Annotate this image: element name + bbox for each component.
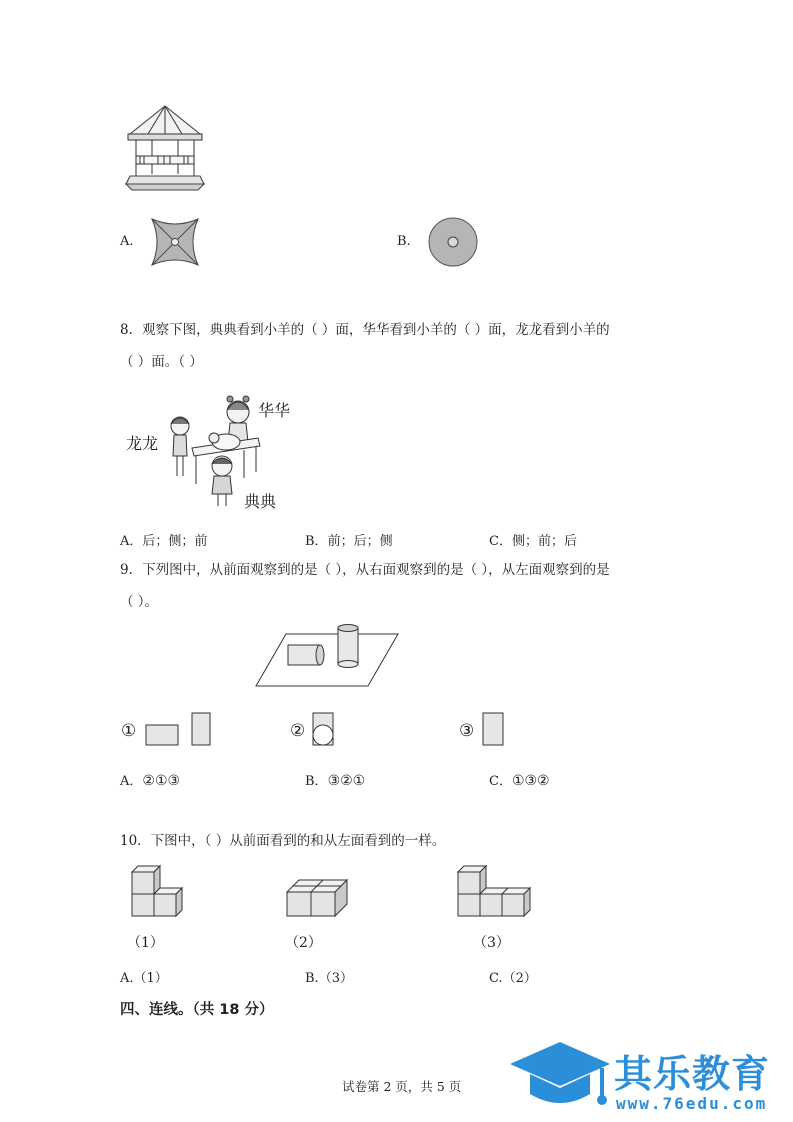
q10-option-c-text: （2） — [502, 971, 537, 986]
q10-option-a-text: （1） — [133, 971, 168, 986]
q10-option-b-letter: B. — [305, 971, 319, 986]
pavilion-figure — [124, 104, 206, 194]
q7-option-b-figure[interactable] — [427, 216, 479, 268]
graduation-cap-icon — [508, 1038, 612, 1114]
longlong-label: 龙龙 — [126, 434, 159, 453]
q10-option-c-letter: C. — [489, 971, 503, 986]
cylinders-on-plane-figure — [254, 622, 400, 688]
q9-figure-3-label: ③ — [459, 721, 475, 741]
q9-figure-1 — [144, 711, 216, 749]
q9-line2: （ ）。 — [120, 594, 159, 610]
q10-figure-1 — [130, 864, 190, 920]
q9-option-b-text: ③②① — [327, 773, 366, 789]
q9-figure-1-label: ① — [121, 721, 137, 741]
q7-option-b-letter[interactable]: B. — [397, 234, 411, 249]
q8-option-b-text: 前；后；侧 — [327, 534, 393, 549]
q7-option-a-letter[interactable]: A. — [120, 234, 134, 249]
q10-figure-2 — [285, 878, 351, 920]
q10-option-a[interactable] — [120, 967, 168, 986]
q9-option-b[interactable] — [305, 770, 365, 789]
q8-option-a-text: 后；侧；前 — [142, 534, 208, 549]
q9-line1: 9．下列图中，从前面观察到的是（ ），从右面观察到的是（ ），从左面观察到的是 — [120, 562, 610, 578]
watermark-brand-name: 其乐教育 — [614, 1052, 771, 1096]
huahua-label: 华华 — [258, 401, 291, 420]
q10-line1: 10．下图中，（ ）从前面看到的和从左面看到的一样。 — [120, 833, 446, 849]
q8-line2: （ ）面。（ ） — [120, 354, 203, 370]
q10-option-c[interactable] — [489, 967, 537, 986]
diandian-label: 典典 — [244, 492, 277, 511]
q9-option-a-text: ②①③ — [142, 773, 181, 789]
q9-option-b-letter: B． — [305, 774, 328, 789]
q8-option-b[interactable] — [305, 530, 393, 549]
q8-option-a[interactable] — [120, 530, 207, 549]
q7-option-a-figure[interactable] — [150, 217, 200, 267]
q9-option-c[interactable] — [489, 770, 550, 789]
watermark-url: www.76edu.com — [616, 1094, 768, 1113]
q8-option-c[interactable] — [489, 530, 577, 549]
q10-option-b-text: （3） — [318, 971, 353, 986]
q9-option-c-letter: C． — [489, 774, 512, 789]
q8-option-c-letter: C． — [489, 534, 512, 549]
q8-option-b-letter: B． — [305, 534, 328, 549]
q9-figure-2 — [310, 711, 338, 749]
q9-figure-2-label: ② — [290, 721, 306, 741]
q10-figure-3 — [456, 864, 538, 920]
q10-figure-1-label: （1） — [127, 935, 164, 951]
q8-option-c-text: 侧；前；后 — [511, 534, 577, 549]
q8-option-a-letter: A． — [120, 534, 143, 549]
q10-figure-3-label: （3） — [473, 935, 510, 951]
q9-figure-3 — [481, 711, 507, 749]
q10-option-a-letter: A. — [120, 971, 134, 986]
q9-option-a-letter: A． — [120, 774, 143, 789]
q9-option-a[interactable] — [120, 770, 180, 789]
section-4-heading: 四、连线。（共 18 分） — [120, 1002, 274, 1018]
page-footer: 试卷第 2 页，共 5 页 — [342, 1079, 462, 1094]
q8-line1: 8．观察下图，典典看到小羊的（ ）面，华华看到小羊的（ ）面，龙龙看到小羊的 — [120, 322, 610, 338]
q9-option-c-text: ①③② — [511, 773, 550, 789]
q10-figure-2-label: （2） — [285, 935, 322, 951]
q10-option-b[interactable] — [305, 967, 353, 986]
